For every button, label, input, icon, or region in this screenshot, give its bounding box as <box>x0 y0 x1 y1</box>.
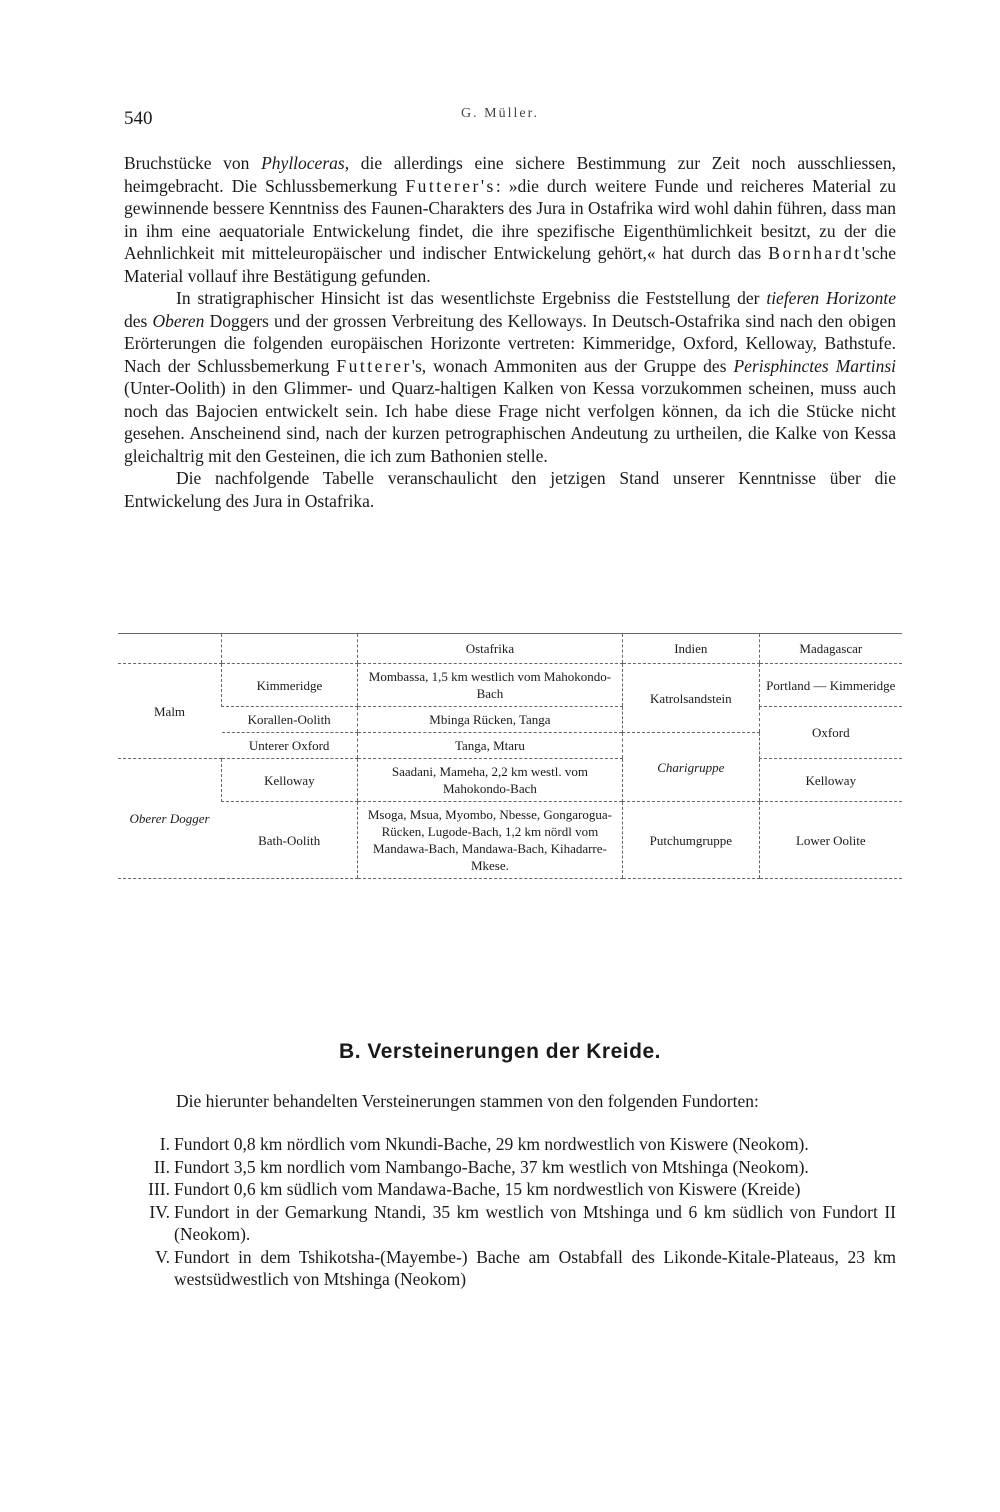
spaced-name: Futterer's <box>405 175 496 196</box>
list-item-text: Fundort in der Gemarkung Ntandi, 35 km westlich von Mtshinga und 6 km südlich von Fundort II (Neokom). <box>174 1201 896 1244</box>
stage-cell: Kimmeridge <box>222 664 358 707</box>
locality-cell: Mbinga Rücken, Tanga <box>357 707 622 733</box>
text-run: : »die durch weitere Funde und reicheres Material zu gewinnende bessere Kenntniss des Faunen-Charakters des Jura in Ostafrika wird wohl dahin führen, dass man in ihm eine aequatoriale Entwickelung findet, die ihre spezifische Eigenthümlichkeit besitzt, zu der die Aehnlichkeit mit mitteleuropäischer und indischer Entwickelung gehört,« hat durch das <box>124 175 896 263</box>
list-item-number: II. <box>153 1156 170 1177</box>
page-number: 540 <box>124 108 153 129</box>
table-row <box>118 664 902 707</box>
madagascar-cell: Oxford <box>759 707 902 759</box>
madagascar-cell: Kelloway <box>759 759 902 802</box>
italic-run: Perisphinctes Martinsi <box>733 355 896 376</box>
table-header-madagascar: Madagascar <box>759 634 902 664</box>
era-cell: Malm <box>118 664 222 759</box>
indien-cell: Katrolsandstein <box>623 664 760 733</box>
table-header-cell <box>118 634 222 664</box>
table-header-cell <box>222 634 358 664</box>
list-item-number: I. <box>159 1134 170 1154</box>
spaced-name: Bornhardt <box>768 243 862 263</box>
indien-cell: Putchumgruppe <box>623 802 760 879</box>
spaced-name: Futterer <box>336 355 412 376</box>
indien-cell: Charigruppe <box>623 733 760 802</box>
text-run: Bruchstücke von <box>124 153 262 173</box>
list-item <box>124 1178 896 1201</box>
table-row <box>118 759 902 802</box>
jura-table <box>118 633 902 879</box>
paragraph <box>124 467 896 512</box>
table-row <box>118 802 902 879</box>
list-item-text: Fundort in dem Tshikotsha-(Mayembe-) Bache am Ostabfall des Likonde-Kitale-Plateaus, 23 km westsüdwestlich von Mtshinga (Neokom) <box>174 1246 896 1289</box>
text-run: Doggers und der grossen Verbreitung des Kelloways. In Deutsch-Ostafrika sind nach den obigen Erörterungen die folgenden europäischen Horizonte vertreten: Kimmeridge, Oxford, Kelloway, Bathstufe. Nach der Schlussbemerkung <box>124 310 897 376</box>
running-head: G. Müller. <box>461 106 539 121</box>
text-run: des <box>124 310 153 331</box>
table-row <box>118 707 902 733</box>
era-cell: Oberer Dogger <box>118 759 222 879</box>
list-item <box>124 1201 896 1246</box>
italic-run: tieferen Horizonte <box>766 288 896 308</box>
table-header-row <box>118 634 902 664</box>
text-run: 's, wonach Ammoniten aus der Gruppe des <box>411 355 734 376</box>
table-header-ostafrika: Ostafrika <box>357 634 622 664</box>
stage-cell: Bath-Oolith <box>222 802 358 879</box>
stage-cell: Unterer Oxford <box>222 733 358 759</box>
text-run: In stratigraphischer Hinsicht ist das wesentlichste Ergebniss die Feststellung der <box>176 288 767 308</box>
text-run: , die allerdings eine sichere Bestimmung zur Zeit noch ausschliessen, heimgebracht. Die Schlussbemerkung <box>124 153 896 196</box>
locality-cell: Msoga, Msua, Myombo, Nbesse, Gongarogua-Rücken, Lugode-Bach, 1,2 km nördl vom Mandawa-Bach, Mandawa-Bach, Kihadarre-Mkese. <box>357 802 622 879</box>
list-item-number: III. <box>148 1179 170 1199</box>
list-item <box>124 1246 896 1291</box>
locality-cell: Mombassa, 1,5 km westlich vom Mahokondo-Bach <box>357 664 622 707</box>
text-run: Die nachfolgende Tabelle veranschaulicht den jetzigen Stand unserer Kenntnisse über die Entwickelung des Jura in Ostafrika. <box>124 468 896 511</box>
locality-cell: Tanga, Mtaru <box>357 733 622 759</box>
body-text <box>124 152 896 512</box>
text-run: 'sche Material vollauf ihre Bestätigung gefunden. <box>124 243 896 286</box>
list-item-text: Fundort 3,5 km nordlich vom Nambango-Bache, 37 km westlich von Mtshinga (Neokom). <box>174 1156 809 1177</box>
italic-run: Oberen <box>152 310 205 331</box>
italic-run: Phylloceras <box>261 153 345 173</box>
section-title: B. Versteinerungen der Kreide. <box>339 1040 661 1063</box>
madagascar-cell: Portland — Kimmeridge <box>759 664 902 707</box>
list-item-number: IV. <box>149 1201 170 1222</box>
fundort-list <box>124 1133 896 1291</box>
list-item-text: Fundort 0,8 km nördlich vom Nkundi-Bache, 29 km nordwestlich von Kiswere (Neokom). <box>174 1134 809 1154</box>
list-item <box>124 1133 896 1156</box>
section-intro <box>124 1090 896 1113</box>
text-run: (Unter-Oolith) in den Glimmer- und Quarz-haltigen Kalken von Kessa vorzukommen scheinen, muss auch noch das Bajocien entwickelt sein. Ich habe diese Frage nicht verfolgen können, da ich die Stücke nicht gesehen. Anscheinend sind, nach der kurzen petrographischen Andeutung zu urtheilen, die Kalke von Kessa gleichaltrig mit den Gesteinen, die ich zum Bathonien stelle. <box>124 378 896 466</box>
list-item <box>124 1156 896 1179</box>
madagascar-cell: Lower Oolite <box>759 802 902 879</box>
list-item-number: V. <box>155 1246 170 1267</box>
paragraph <box>124 287 896 467</box>
paragraph: Die hierunter behandelten Versteinerungen stammen von den folgenden Fundorten: <box>176 1091 759 1111</box>
locality-cell: Saadani, Mameha, 2,2 km westl. vom Mahokondo-Bach <box>357 759 622 802</box>
stage-cell: Korallen-Oolith <box>222 707 358 733</box>
stage-cell: Kelloway <box>222 759 358 802</box>
list-item-text: Fundort 0,6 km südlich vom Mandawa-Bache, 15 km nordwestlich von Kiswere (Kreide) <box>174 1179 801 1199</box>
table-header-indien: Indien <box>623 634 760 664</box>
paragraph <box>124 152 896 287</box>
